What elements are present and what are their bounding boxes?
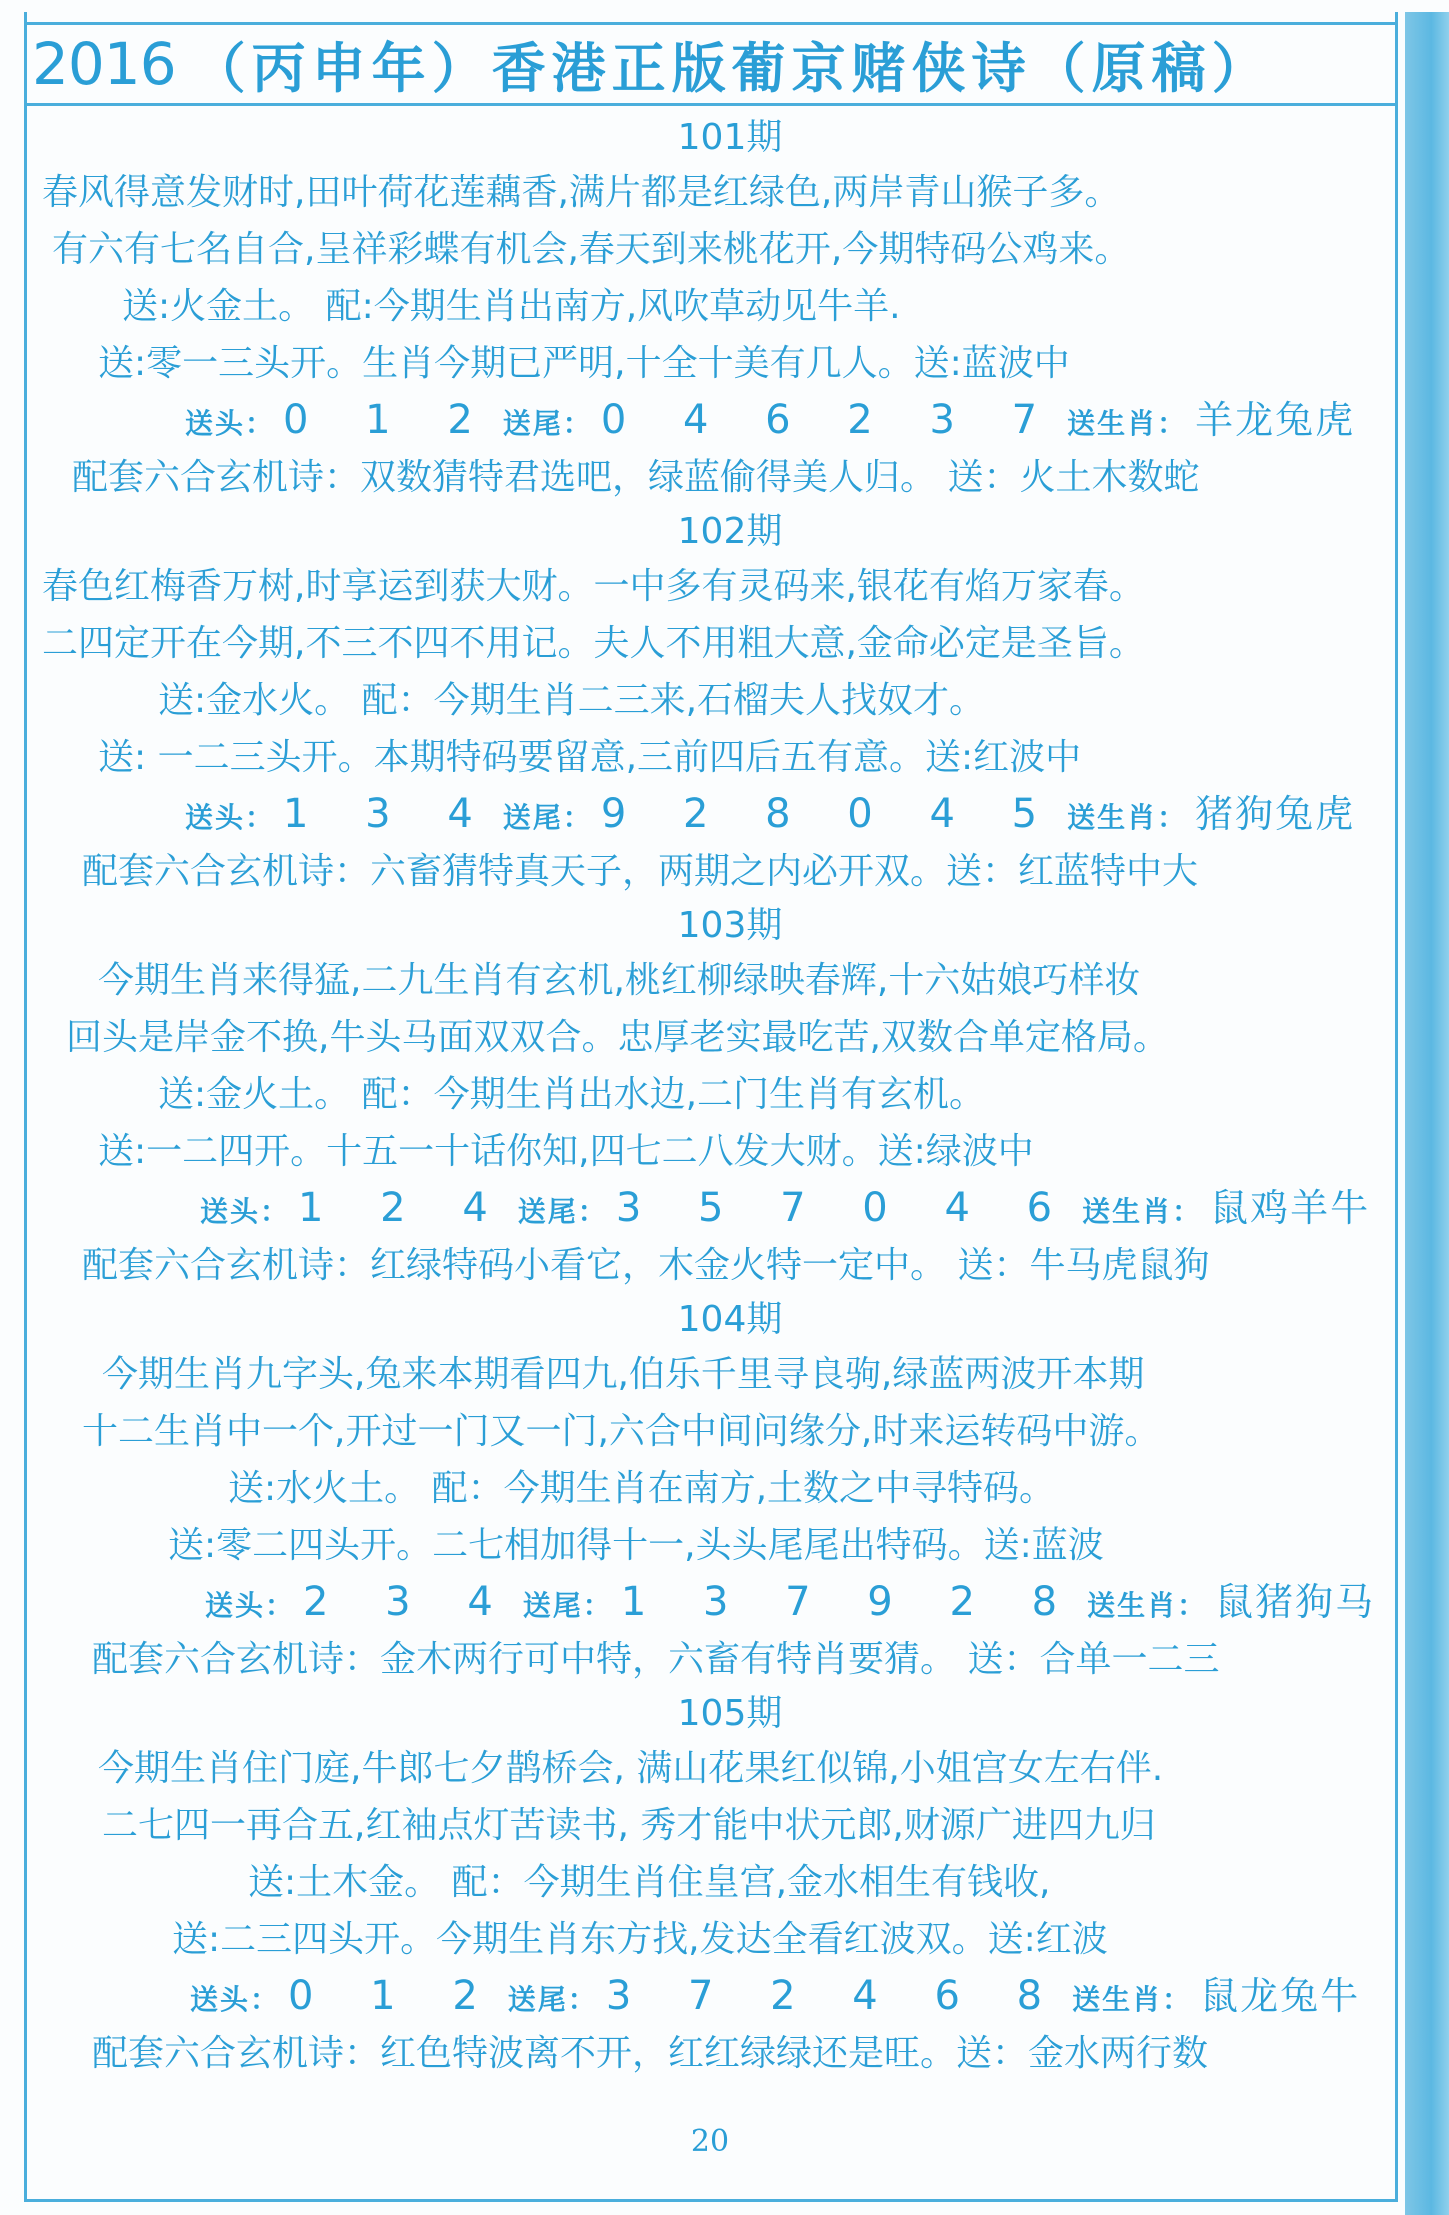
hint-line: 送:金水火。 配：今期生肖二三来,石榴夫人找奴才。 <box>158 680 986 721</box>
code-row <box>40 1574 1390 1631</box>
poem-line: 配套六合玄机诗：六畜猜特真天子，两期之内必开双。送：红蓝特中大 <box>82 851 1199 892</box>
zodiac-label: 送生肖： <box>1067 801 1188 834</box>
poem-line: 配套六合玄机诗：双数猜特君选吧，绿蓝偷得美人归。 送：火土木数蛇 <box>72 457 1200 498</box>
verse-line: 有六有七名自合,呈祥彩蝶有机会,春天到来桃花开,今期特码公鸡来。 <box>52 229 1131 270</box>
zodiac-label: 送生肖： <box>1067 407 1188 440</box>
issue-102 <box>40 506 1390 900</box>
issue-title: 103期 <box>677 905 783 946</box>
head-label: 送头： <box>190 1983 281 2016</box>
verse-line: 今期生肖九字头,兔来本期看四九,伯乐千里寻良驹,绿蓝两波开本期 <box>102 1354 1145 1395</box>
head-label: 送头： <box>185 407 276 440</box>
hint-line: 送:二三四头开。今期生肖东方找,发达全看红波双。送:红波 <box>172 1919 1108 1960</box>
tail-label: 送尾： <box>502 407 593 440</box>
head-numbers: 1 2 4 <box>298 1185 510 1231</box>
tail-label: 送尾： <box>507 1983 598 2016</box>
verse-line: 春风得意发财时,田叶荷花莲藕香,满片都是红绿色,两岸青山猴子多。 <box>42 172 1121 213</box>
head-label: 送头： <box>185 801 276 834</box>
tail-numbers: 3 5 7 0 4 6 <box>615 1185 1075 1231</box>
head-label: 送头： <box>200 1195 291 1228</box>
header-title: （丙申年）香港正版葡京赌侠诗（原稿） <box>191 36 1272 100</box>
code-row <box>40 392 1390 449</box>
code-row <box>40 1180 1390 1237</box>
verse-line: 今期生肖住门庭,牛郎七夕鹊桥会, 满山花果红似锦,小姐宫女左右伴. <box>98 1748 1164 1789</box>
issue-title: 105期 <box>677 1693 783 1734</box>
zodiac-values: 猪狗兔虎 <box>1195 792 1356 836</box>
zodiac-label: 送生肖： <box>1082 1195 1203 1228</box>
tail-numbers: 1 3 7 9 2 8 <box>620 1579 1080 1625</box>
zodiac-label: 送生肖： <box>1072 1983 1193 2016</box>
page-header <box>24 22 1398 106</box>
issue-104 <box>40 1294 1390 1688</box>
hint-line: 送:一二四开。十五一十话你知,四七二八发大财。送:绿波中 <box>98 1131 1034 1172</box>
head-numbers: 0 1 2 <box>283 397 495 443</box>
hint-line: 送:金火土。 配：今期生肖出水边,二门生肖有玄机。 <box>158 1074 986 1115</box>
zodiac-values: 鼠猪狗马 <box>1215 1580 1376 1624</box>
head-label: 送头： <box>205 1589 296 1622</box>
hint-line: 送:零二四头开。二七相加得十一,头头尾尾出特码。送:蓝波 <box>168 1525 1104 1566</box>
tail-label: 送尾： <box>502 801 593 834</box>
zodiac-values: 鼠龙兔牛 <box>1200 1974 1361 2018</box>
issue-title: 101期 <box>677 117 783 158</box>
hint-line: 送:火金土。 配:今期生肖出南方,风吹草动见牛羊. <box>122 286 901 327</box>
verse-line: 二四定开在今期,不三不四不用记。夫人不用粗大意,金命必定是圣旨。 <box>42 623 1145 664</box>
poem-line: 配套六合玄机诗：金木两行可中特，六畜有特肖要猜。 送：合单一二三 <box>92 1639 1220 1680</box>
poem-line: 配套六合玄机诗：红绿特码小看它，木金火特一定中。 送：牛马虎鼠狗 <box>82 1245 1210 1286</box>
hint-line: 送: 一二三头开。本期特码要留意,三前四后五有意。送:红波中 <box>98 737 1082 778</box>
tail-numbers: 0 4 6 2 3 7 <box>600 397 1060 443</box>
header-year: 2016 <box>32 30 176 98</box>
verse-line: 二七四一再合五,红袖点灯苦读书, 秀才能中状元郎,财源广进四九归 <box>102 1805 1156 1846</box>
zodiac-values: 鼠鸡羊牛 <box>1210 1186 1371 1230</box>
verse-line: 回头是岸金不换,牛头马面双双合。忠厚老实最吃苦,双数合单定格局。 <box>66 1017 1169 1058</box>
hint-line: 送:零一三头开。生肖今期已严明,十全十美有几人。送:蓝波中 <box>98 343 1070 384</box>
verse-line: 春色红梅香万树,时享运到获大财。一中多有灵码来,银花有焰万家春。 <box>42 566 1145 607</box>
head-numbers: 2 3 4 <box>303 1579 515 1625</box>
issue-105 <box>40 1688 1390 2082</box>
code-row <box>40 786 1390 843</box>
tail-label: 送尾： <box>517 1195 608 1228</box>
zodiac-values: 羊龙兔虎 <box>1195 398 1356 442</box>
tail-numbers: 3 7 2 4 6 8 <box>605 1973 1065 2019</box>
verse-line: 今期生肖来得猛,二九生肖有玄机,桃红柳绿映春辉,十六姑娘巧样妆 <box>98 960 1141 1001</box>
decorative-side-band <box>1405 12 1449 2215</box>
issues-content <box>40 112 1390 2082</box>
issue-title: 102期 <box>677 511 783 552</box>
zodiac-label: 送生肖： <box>1087 1589 1208 1622</box>
verse-line: 十二生肖中一个,开过一门又一门,六合中间问缘分,时来运转码中游。 <box>82 1411 1161 1452</box>
tail-numbers: 9 2 8 0 4 5 <box>600 791 1060 837</box>
issue-title: 104期 <box>677 1299 783 1340</box>
head-numbers: 1 3 4 <box>283 791 495 837</box>
hint-line: 送:土木金。 配：今期生肖住皇宫,金水相生有钱收, <box>248 1862 1051 1903</box>
page-number: 20 <box>690 2124 730 2159</box>
issue-101 <box>40 112 1390 506</box>
head-numbers: 0 1 2 <box>288 1973 500 2019</box>
tail-label: 送尾： <box>522 1589 613 1622</box>
code-row <box>40 1968 1390 2025</box>
issue-103 <box>40 900 1390 1294</box>
poem-line: 配套六合玄机诗：红色特波离不开，红红绿绿还是旺。送：金水两行数 <box>92 2033 1209 2074</box>
hint-line: 送:水火土。 配：今期生肖在南方,土数之中寻特码。 <box>228 1468 1056 1509</box>
